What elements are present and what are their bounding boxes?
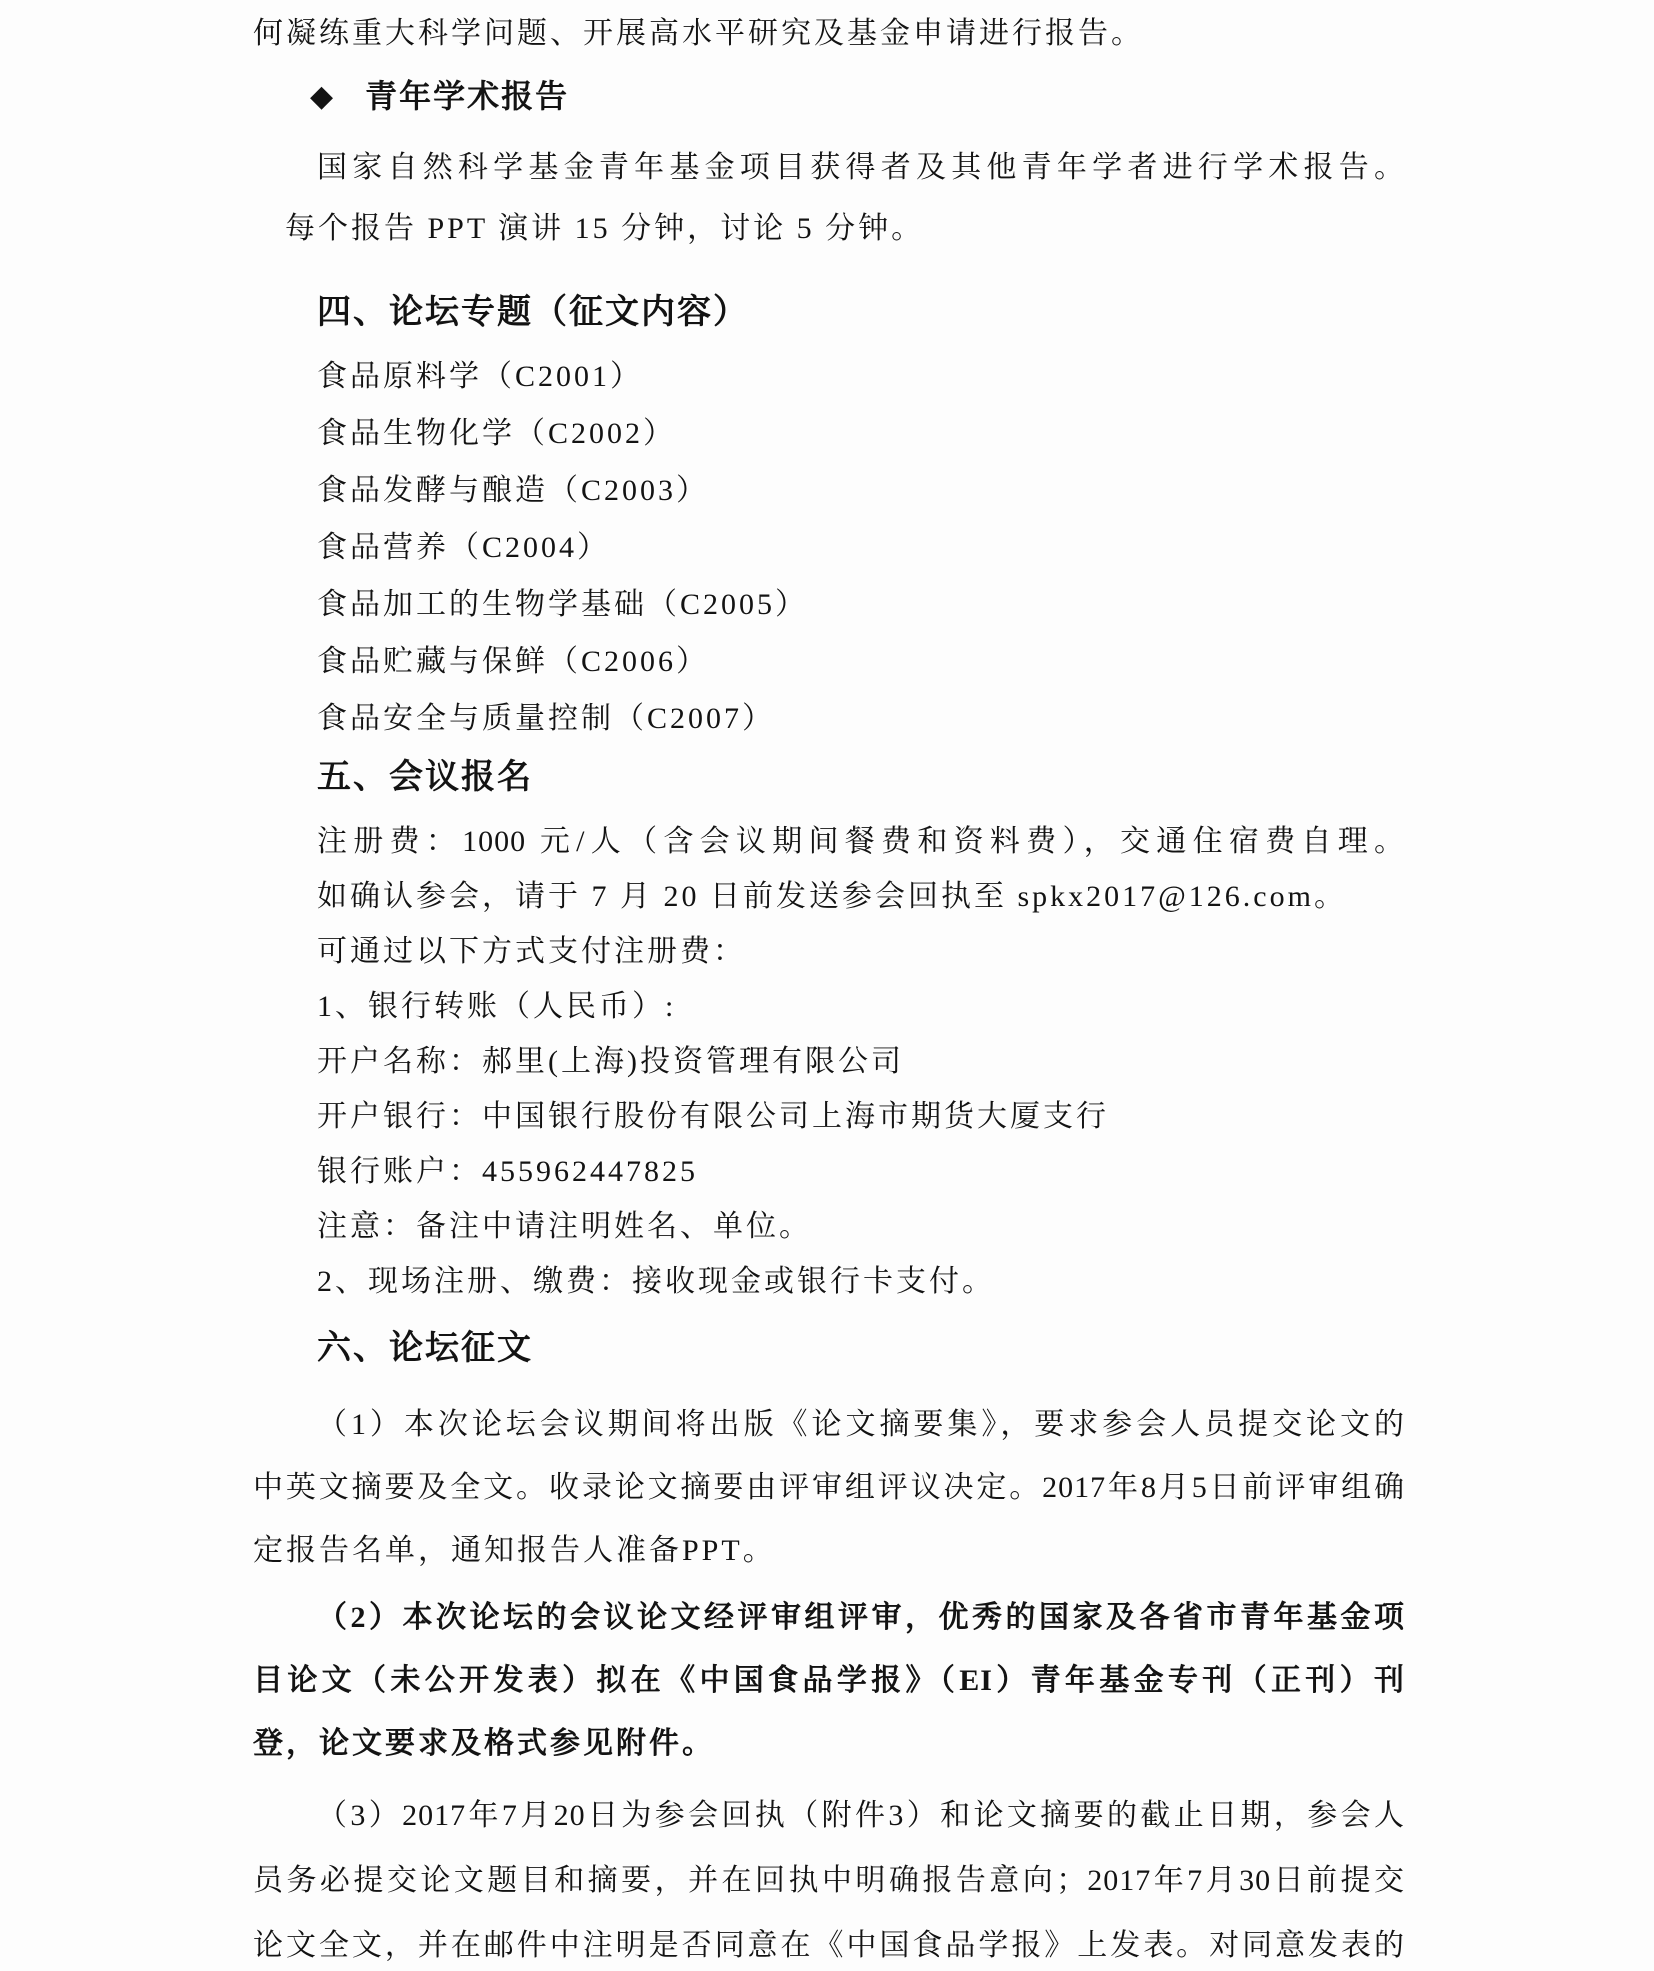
section-heading-registration: 五、会议报名 [317,758,533,796]
youth-report-duration-line: 每个报告 PPT 演讲 15 分钟，讨论 5 分钟。 [285,212,925,245]
youth-report-subheading [310,76,1462,118]
paper-para3-line2: 员务必提交论文题目和摘要，并在回执中明确报告意向；2017年7月30日前提交 [253,1864,1405,1897]
paper-para3-line3: 论文全文，并在邮件中注明是否同意在《中国食品学报》上发表。对同意发表的 [253,1929,1405,1962]
account-name-line: 开户名称：郝里(上海)投资管理有限公司 [317,1045,904,1078]
registration-fee-line: 注册费：1000 元/人（含会议期间餐费和资料费），交通住宿费自理。 [317,825,1405,858]
intro-continuation-line: 何凝练重大科学问题、开展高水平研究及基金申请进行报告。 [253,17,1144,50]
remark-note-line: 注意：备注中请注明姓名、单位。 [317,1210,812,1243]
section-heading-topics: 四、论坛专题（征文内容） [317,293,749,331]
onsite-registration-line: 2、现场注册、缴费：接收现金或银行卡支付。 [317,1265,995,1298]
account-number-line: 银行账户：455962447825 [317,1155,698,1188]
topic-item: 食品原料学（C2001） [317,360,644,393]
payment-intro-line: 可通过以下方式支付注册费： [317,935,746,968]
paper-para2-line1: （2）本次论坛的会议论文经评审组评审，优秀的国家及各省市青年基金项 [317,1601,1405,1634]
topic-item: 食品生物化学（C2002） [317,417,677,450]
paper-para3-line1: （3）2017年7月20日为参会回执（附件3）和论文摘要的截止日期，参会人 [317,1799,1405,1832]
youth-report-title: 青年学术报告 [365,78,570,114]
paper-para1-line2: 中英文摘要及全文。收录论文摘要由评审组评议决定。2017年8月5日前评审组确 [253,1471,1405,1504]
bank-name-line: 开户银行：中国银行股份有限公司上海市期货大厦支行 [317,1100,1109,1133]
paper-para1-line1: （1）本次论坛会议期间将出版《论文摘要集》，要求参会人员提交论文的 [317,1408,1405,1441]
topic-item: 食品营养（C2004） [317,531,611,564]
bank-transfer-line: 1、银行转账（人民币）: [317,990,677,1023]
topic-item: 食品加工的生物学基础（C2005） [317,588,809,621]
paper-para2-line2: 目论文（未公开发表）拟在《中国食品学报》（EI）青年基金专刊（正刊）刊 [253,1664,1405,1697]
paper-para2-line3: 登，论文要求及格式参见附件。 [253,1727,715,1760]
topic-item: 食品发酵与酿造（C2003） [317,474,710,507]
topic-item: 食品安全与质量控制（C2007） [317,702,776,735]
section-heading-call-for-papers: 六、论坛征文 [317,1329,533,1367]
diamond-bullet-icon: ◆ [310,80,336,113]
topic-item: 食品贮藏与保鲜（C2006） [317,645,710,678]
registration-reply-line: 如确认参会，请于 7 月 20 日前发送参会回执至 spkx2017@126.com。 [317,880,1347,913]
paper-para1-line3: 定报告名单，通知报告人准备PPT。 [253,1534,776,1567]
youth-report-body-line: 国家自然科学基金青年基金项目获得者及其他青年学者进行学术报告。 [317,151,1405,184]
